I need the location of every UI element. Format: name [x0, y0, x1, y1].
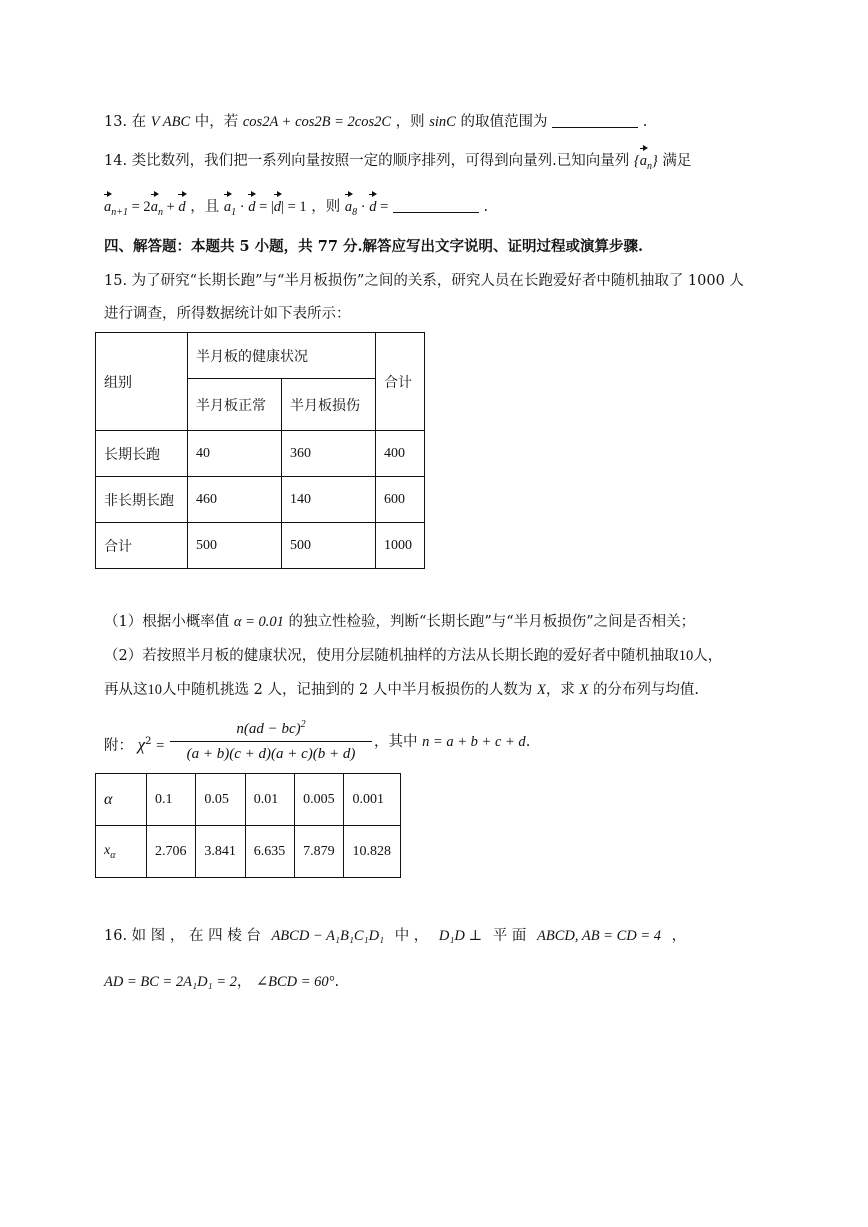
q14-answer-blank[interactable]: [393, 198, 479, 213]
table-header-normal: 半月板正常: [187, 379, 281, 431]
q13-triangle: V ABC: [150, 114, 191, 130]
table-row: 长期长跑 40 360 400: [96, 431, 425, 477]
q14-condition: $a_1 \cdot d = |d| = 1$: [223, 199, 307, 218]
question-15-line2: 进行调查，所得数据统计如下表所示：: [104, 306, 351, 322]
table-row: 非长期长跑 460 140 600: [96, 477, 425, 523]
table-header-injury: 半月板损伤: [282, 379, 376, 431]
appendix-label: 附： $\chi^2$ =: [104, 734, 165, 754]
q13-answer-blank[interactable]: [552, 113, 638, 128]
table-row: 合计 500 500 1000: [96, 523, 425, 569]
question-16-line1: 16. 如 图 ， 在 四 棱 台 ABCD − A₁B₁C₁D₁ 中 ， D₁D ⊥ 平 面 ABCD, AB = CD = 4 ，: [104, 928, 687, 944]
table-row: α 0.1 0.05 0.01 0.005 0.001: [96, 774, 401, 826]
q14-sequence: $\{a_n\}$: [633, 153, 658, 172]
fraction-numerator: n(ad − bc)$^2$: [236, 719, 306, 737]
var-x: X: [537, 682, 546, 698]
q13-number: 13.: [104, 114, 128, 130]
table-header-health: 半月板的健康状况: [187, 333, 375, 379]
q13-equation: cos2A + cos2B = 2cos2C: [242, 114, 392, 130]
angle-bcd: ∠BCD = 60°: [255, 974, 335, 990]
chi-square-where: ，其中 n = a + b + c + d.: [374, 734, 531, 750]
q14-recurrence: $a_{n+1} = 2a_n + d$: [104, 199, 186, 218]
question-14-line2: $a_{n+1} = 2a_n + d$ ，且 $a_1 \cdot d = |d| = 1$ ，则 $a_8 \cdot d$ = .: [104, 199, 489, 218]
frustum-name: ABCD − A₁B₁C₁D₁: [271, 928, 385, 944]
critical-value-table: [95, 773, 401, 878]
section-4-heading: 四、解答题：本题共 5 小题，共 77 分.解答应写出文字说明、证明过程或演算步骤.: [104, 238, 644, 255]
question-15-part1: （1）根据小概率值 α = 0.01 的独立性检验，判断“长期长跑”与“半月板损伤”之间是否相关；: [104, 614, 696, 630]
data-table: [95, 332, 425, 569]
question-16-line2: AD = BC = 2A₁D₁ = 2， ∠BCD = 60°.: [104, 974, 340, 990]
table-row: $x_\alpha$ 2.706 3.841 6.635 7.879 10.828: [96, 826, 401, 878]
chi-square-fraction: [170, 714, 372, 765]
question-15-part2-cont: 再从这10人中随机挑选 2 人，记抽到的 2 人中半月板损伤的人数为 X，求 X 的分布列与均值.: [104, 682, 700, 698]
question-15-part2: （2）若按照半月板的健康状况，使用分层随机抽样的方法从长期长跑的爱好者中随机抽取10人，: [104, 648, 723, 664]
alpha-value: α = 0.01: [233, 614, 284, 630]
question-15-line1: 15. 为了研究“长期长跑”与“半月板损伤”之间的关系，研究人员在长跑爱好者中随机抽取了 1000 人: [104, 273, 744, 289]
q13-sinc: sinC: [429, 114, 456, 130]
chi-square-symbol: χ: [137, 734, 146, 754]
question-14-line1: 14. 类比数列，我们把一系列向量按照一定的顺序排列，可得到向量列.已知向量列 $\{a_n\}$ 满足: [104, 153, 692, 172]
n-definition: n = a + b + c + d: [422, 734, 526, 750]
q14-text: 14. 类比数列，我们把一系列向量按照一定的顺序排列，可得到向量列.已知向量列: [104, 153, 630, 169]
fraction-denominator: (a + b)(c + d)(a + c)(b + d): [186, 746, 356, 762]
q14-target: $a_8 \cdot d$ =: [344, 199, 389, 218]
table-header-group: 组别: [96, 333, 188, 431]
question-13: 13. 在 V ABC 中，若 cos2A + cos2B = 2cos2C ，则 sinC 的取值范围为 .: [104, 114, 648, 130]
table-header-total: 合计: [376, 333, 425, 431]
